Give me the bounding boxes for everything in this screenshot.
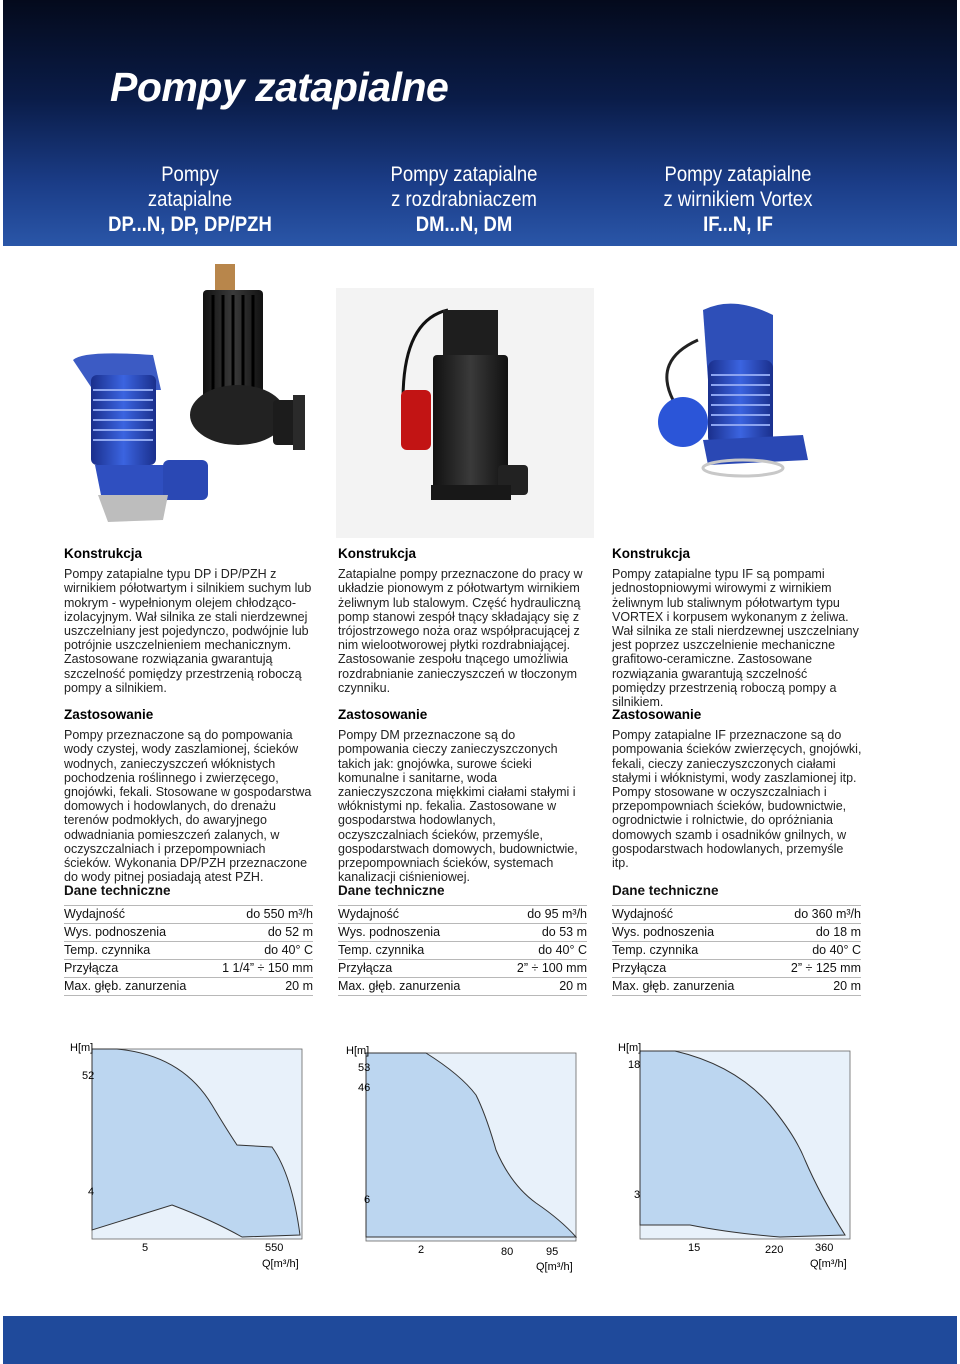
- spec-row: [612, 960, 861, 978]
- spec-label: Wydajność: [612, 907, 674, 921]
- chart-x-label: Q[m³/h]: [262, 1258, 299, 1270]
- column-1-construction-text: Pompy zatapialne typu DP i DP/PZH z wirnikiem półotwartym i silnikiem suchym lub mokrym - wypełnionym olejem chłodząco-izolacyjnym. Wał silnika ze stali nierdzewnej uszczelniany jest pojedynczo, podwójnie lub potrójnie uszczelnieniem mechanicznym. Zastosowane rozwiązania gwarantują szczelność pomiędzy przestrzenią roboczą pompy a silnikiem.: [64, 567, 312, 695]
- spec-row: [338, 978, 587, 996]
- chart-y-label: H[m]: [346, 1045, 370, 1057]
- spec-value: do 95 m³/h: [527, 907, 587, 921]
- spec-value: 1 1/4” ÷ 150 mm: [222, 961, 313, 975]
- dp-black-pump-image: [190, 264, 305, 450]
- column-2-construction-text: Zatapialne pompy przeznaczone do pracy w układzie pionowym z półotwartym wirnikiem żeliwnym lub stalowym. Część hydrauliczną pomp stanowi zespół tnący składający się z trójostrzowego noża oraz współpracującej z nim wielootworowej płytki rozdrabniającej. Zastosowanie zespołu tnącego umożliwia rozdrabnianie zanieczyszczeń w tłoczonym czynniku.: [338, 567, 583, 695]
- chart-x-tick: 95: [546, 1246, 559, 1258]
- spec-value: 20 m: [285, 979, 313, 993]
- spec-label: Max. głęb. zanurzenia: [64, 979, 187, 993]
- spec-row: [612, 905, 861, 924]
- chart-x-label: Q[m³/h]: [810, 1258, 847, 1270]
- column-1-application: [64, 708, 314, 884]
- spec-value: do 360 m³/h: [794, 907, 861, 921]
- chart-y-tick: 6: [364, 1194, 371, 1206]
- if-pump-image: [658, 304, 808, 476]
- column-3-heading-model: IF...N, IF: [703, 213, 773, 236]
- spec-row: [612, 978, 861, 996]
- spec-row: [338, 942, 587, 960]
- chart-y-tick: 3: [634, 1189, 641, 1201]
- column-2-heading-line2: z rozdrabniaczem: [391, 188, 537, 211]
- dp-blue-pump-image: [73, 353, 208, 522]
- spec-label: Temp. czynnika: [612, 943, 699, 957]
- spec-label: Wydajność: [338, 907, 400, 921]
- footer-bar: [3, 1316, 957, 1364]
- column-3-application-title: Zastosowanie: [612, 707, 702, 722]
- performance-chart-dm: [336, 1035, 586, 1275]
- spec-label: Wys. podnoszenia: [64, 925, 167, 939]
- column-2-construction: [338, 547, 588, 695]
- spec-row: [64, 924, 313, 942]
- spec-label: Temp. czynnika: [64, 943, 151, 957]
- spec-value: do 40° C: [538, 943, 587, 957]
- spec-value: do 52 m: [267, 925, 313, 939]
- column-1-heading-model: DP...N, DP, DP/PZH: [108, 213, 272, 236]
- column-1-construction: [64, 547, 314, 695]
- spec-value: do 40° C: [812, 943, 861, 957]
- column-2-construction-title: Konstrukcja: [338, 546, 417, 561]
- spec-row: [64, 978, 313, 996]
- performance-chart-if: [610, 1035, 860, 1275]
- column-2-specs-title: Dane techniczne: [338, 883, 445, 898]
- column-3-specs-title: Dane techniczne: [612, 883, 719, 898]
- chart-x-tick: 15: [688, 1242, 701, 1254]
- chart-y-tick: 4: [88, 1186, 95, 1198]
- column-3-construction-text: Pompy zatapialne typu IF są pompami jednostopniowymi wirowymi z wirnikiem żeliwnym lub staliwnym półotwartym typu VORTEX i korpusem wykonanym z żeliwa. Wał silnika ze stali nierdzewnej uszczelniany jest poprzez uszczelnienie mechaniczne grafitowo-ceramiczne. Zastosowane rozwiązania gwarantują szczelność pomiędzy przestrzenią roboczą pompy a silnikiem.: [612, 567, 859, 710]
- column-3-heading-line2: z wirnikiem Vortex: [663, 188, 813, 211]
- column-1-heading: [102, 162, 278, 237]
- spec-row: [612, 924, 861, 942]
- spec-label: Przyłącza: [612, 961, 667, 975]
- spec-row: [612, 942, 861, 960]
- chart-x-tick: 220: [765, 1244, 784, 1256]
- page-title: Pompy zatapialne: [110, 64, 449, 110]
- chart-y-tick: 52: [82, 1070, 95, 1082]
- spec-value: do 18 m: [815, 925, 861, 939]
- spec-label: Wys. podnoszenia: [338, 925, 441, 939]
- chart-x-label: Q[m³/h]: [536, 1261, 573, 1273]
- pump-photos: [3, 250, 957, 540]
- chart-x-tick: 2: [418, 1244, 425, 1256]
- spec-value: 20 m: [559, 979, 587, 993]
- spec-label: Przyłącza: [338, 961, 393, 975]
- column-3-specs: [612, 883, 861, 996]
- column-3-construction: [612, 547, 862, 709]
- spec-row: [338, 924, 587, 942]
- spec-value: do 550 m³/h: [246, 907, 313, 921]
- spec-label: Wys. podnoszenia: [612, 925, 715, 939]
- chart-x-tick: 80: [501, 1246, 514, 1258]
- chart-y-label: H[m]: [618, 1042, 642, 1054]
- chart-y-label: H[m]: [70, 1042, 94, 1054]
- performance-chart-dp: [62, 1035, 312, 1275]
- column-1-application-text: Pompy przeznaczone są do pompowania wody czystej, wody zaszlamionej, ścieków wodnych, zanieczyszczeń włóknistych pochodzenia roślinnego i zwierzęcego, gnojówki, fekali. Stosowane w gospodarstwa domowych i hodowlanych, do drenażu terenów podmokłych, do awaryjnego odwadniania pomieszczeń zalanych, w oczyszczalniach i przepompowniach ścieków. Wykonania DP/PZH przeznaczone do wody pitnej posiadają atest PZH.: [64, 728, 312, 885]
- chart-x-tick: 5: [142, 1242, 149, 1254]
- column-2-application-text: Pompy DM przeznaczone są do pompowania cieczy zanieczyszczonych takich jak: gnojówka, surowe ścieki komunalne i sanitarne, woda zanieczyszczona miękkimi ciałami stałymi i włóknistymi np. fekalia. Zastosowane w gospodarstwa hodowlanych, oczyszczalniach ścieków, przemyśle, gospodarstwach domowych, budownictwie, przepompowniach ścieków, systemach kanalizacji ciśnieniowej.: [338, 728, 578, 885]
- column-2-heading-model: DM...N, DM: [415, 213, 513, 236]
- spec-value: 2” ÷ 125 mm: [790, 961, 861, 975]
- column-3-heading-line1: Pompy zatapialne: [664, 163, 812, 186]
- column-2-heading: [371, 162, 558, 237]
- chart-x-tick: 550: [265, 1242, 284, 1254]
- spec-row: [64, 905, 313, 924]
- column-2-application-title: Zastosowanie: [338, 707, 428, 722]
- column-2-heading-line1: Pompy zatapialne: [390, 163, 538, 186]
- column-3-application-text: Pompy zatapialne IF przeznaczone są do pompowania ścieków zwierzęcych, gnojówki, fekali, cieczy zanieczyszczonych ciałami stałymi i włóknistymi, wody zaszlamionej itp. Pompy stosowane w oczyszczalniach i przepompowniach ścieków, budownictwie, ogrodnictwie i rolnictwie, do opróżniania domowych szamb i osadników gnilnych, w gospodarstwach hodowlanych, przemyśle itp.: [612, 728, 862, 871]
- spec-label: Max. głęb. zanurzenia: [338, 979, 461, 993]
- column-1-specs: [64, 883, 313, 996]
- spec-row: [338, 960, 587, 978]
- chart-x-tick: 360: [815, 1242, 834, 1254]
- column-1-heading-line1: Pompy: [161, 163, 219, 186]
- column-1-heading-line2: zatapialne: [147, 188, 233, 211]
- column-3-heading: [641, 162, 835, 237]
- chart-y-tick: 46: [358, 1082, 371, 1094]
- spec-label: Max. głęb. zanurzenia: [612, 979, 735, 993]
- column-3-construction-title: Konstrukcja: [612, 546, 691, 561]
- spec-value: do 40° C: [264, 943, 313, 957]
- spec-row: [64, 942, 313, 960]
- spec-label: Przyłącza: [64, 961, 119, 975]
- column-2-specs: [338, 883, 587, 996]
- spec-row: [64, 960, 313, 978]
- column-2-application: [338, 708, 588, 884]
- spec-value: do 53 m: [541, 925, 587, 939]
- column-1-construction-title: Konstrukcja: [64, 546, 143, 561]
- chart-y-tick: 18: [628, 1059, 641, 1071]
- chart-y-tick: 53: [358, 1062, 371, 1074]
- column-1-application-title: Zastosowanie: [64, 707, 154, 722]
- dm-pump-image: [336, 288, 594, 538]
- spec-label: Temp. czynnika: [338, 943, 425, 957]
- spec-row: [338, 905, 587, 924]
- column-1-specs-title: Dane techniczne: [64, 883, 171, 898]
- spec-label: Wydajność: [64, 907, 126, 921]
- column-3-application: [612, 708, 862, 870]
- spec-value: 2” ÷ 100 mm: [516, 961, 587, 975]
- spec-value: 20 m: [833, 979, 861, 993]
